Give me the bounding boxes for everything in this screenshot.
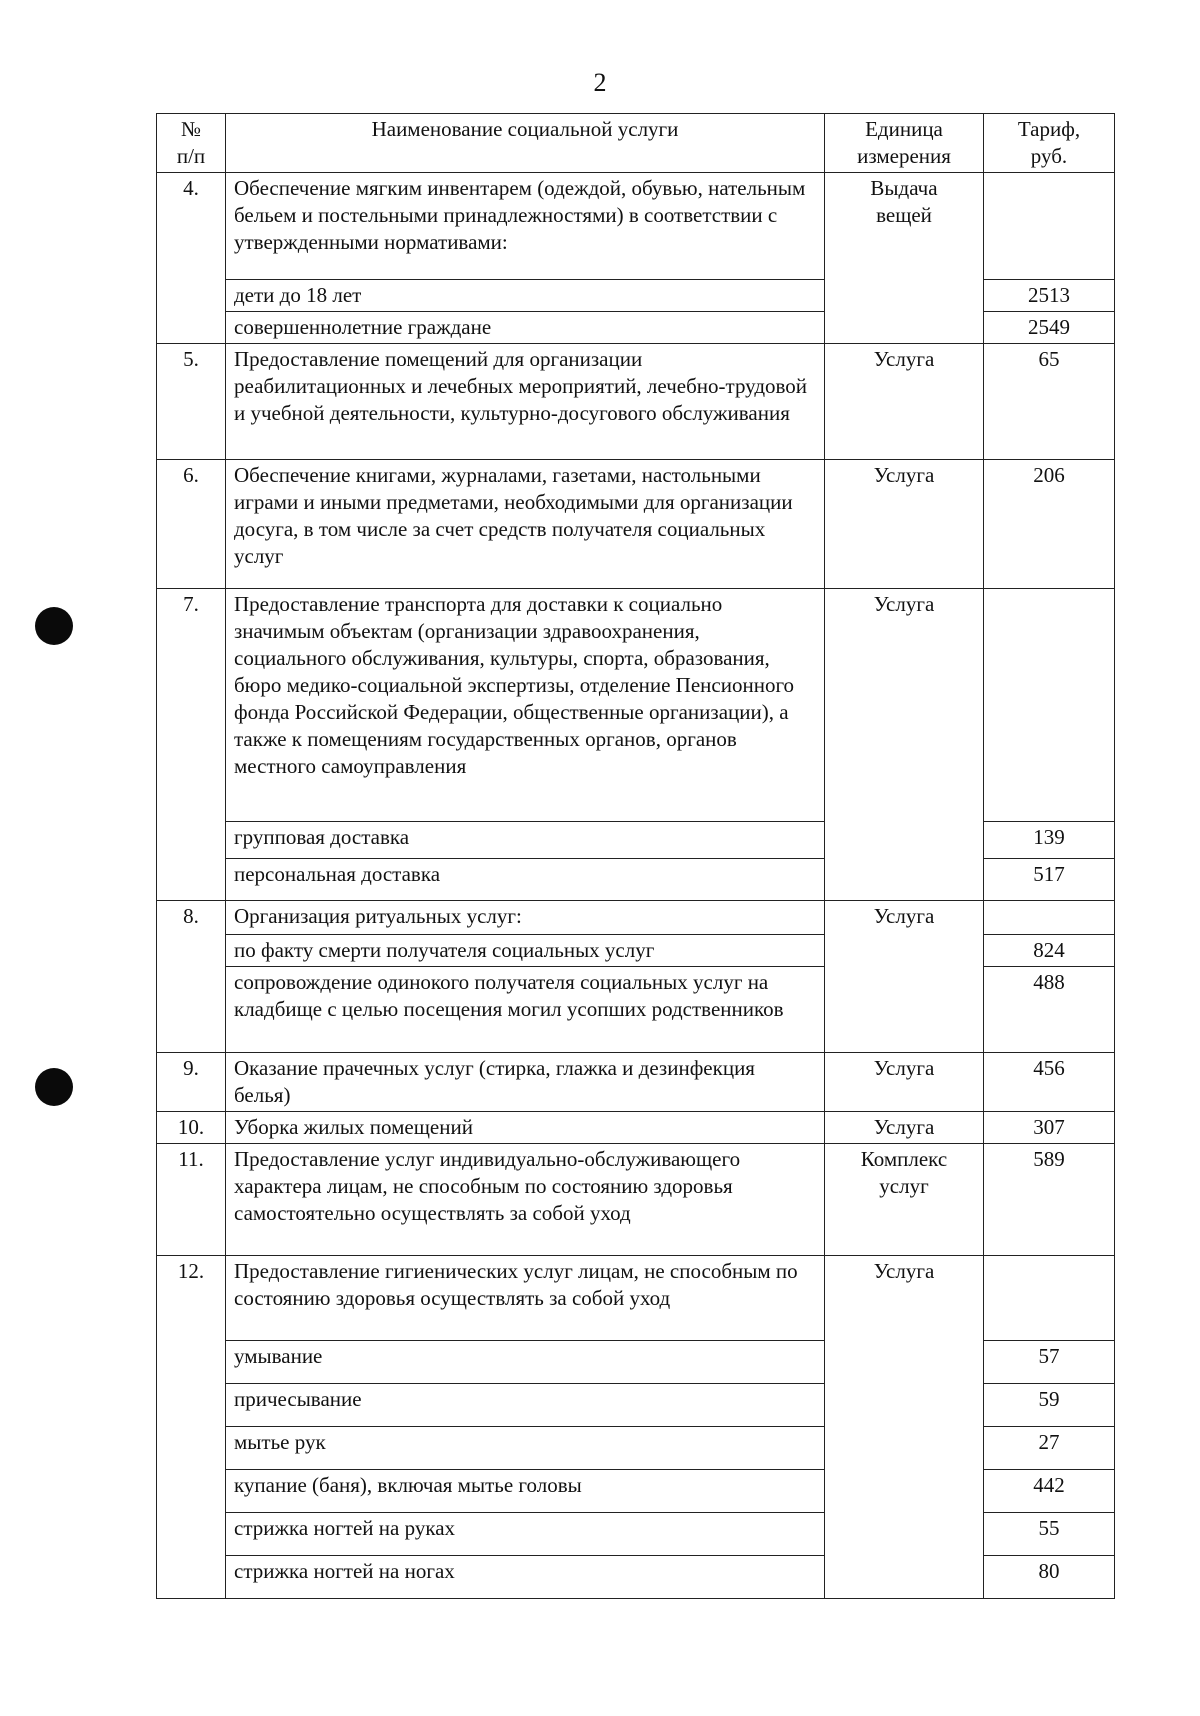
- tariff-cell: 488: [984, 967, 1115, 1053]
- table-row: [157, 589, 1115, 822]
- tariff-cell: 2549: [984, 312, 1115, 344]
- tariff-cell: [984, 1256, 1115, 1341]
- service-name: купание (баня), включая мытье головы: [226, 1470, 825, 1513]
- unit-cell: Выдача вещей: [825, 173, 984, 344]
- header-number: [157, 114, 226, 173]
- table-row: [157, 1256, 1115, 1341]
- tariff-cell: 206: [984, 460, 1115, 589]
- table-row: [157, 460, 1115, 589]
- service-name: Предоставление транспорта для доставки к социально значимым объектам (организации здравоохранения, социального обслуживания, культуры, спорта, образования, бюро медико-социальной экспертизы, отделение Пенсионного фонда Российской Федерации, общественные организации), а также к помещениям государственных органов, органов местного самоуправления: [226, 589, 825, 822]
- header-unit-text: Единица измерения: [857, 117, 951, 168]
- header-number-text: № п/п: [176, 117, 206, 168]
- tariff-cell: [984, 589, 1115, 822]
- header-unit: [825, 114, 984, 173]
- row-number: 11.: [157, 1144, 226, 1256]
- row-number: 9.: [157, 1053, 226, 1112]
- service-name: сопровождение одинокого получателя социальных услуг на кладбище с целью посещения могил усопших родственников: [226, 967, 825, 1053]
- unit-cell: Услуга: [825, 460, 984, 589]
- service-name: Уборка жилых помещений: [226, 1112, 825, 1144]
- unit-cell: Услуга: [825, 901, 984, 1053]
- row-number: 12.: [157, 1256, 226, 1599]
- unit-cell: Услуга: [825, 1256, 984, 1599]
- tariff-table: [156, 113, 1115, 1599]
- row-number: 7.: [157, 589, 226, 901]
- table-row: [157, 1112, 1115, 1144]
- service-name: причесывание: [226, 1384, 825, 1427]
- tariff-cell: 27: [984, 1427, 1115, 1470]
- tariff-cell: 139: [984, 822, 1115, 859]
- service-name: Оказание прачечных услуг (стирка, глажка и дезинфекция белья): [226, 1053, 825, 1112]
- unit-cell: Услуга: [825, 1053, 984, 1112]
- service-name: групповая доставка: [226, 822, 825, 859]
- header-name: [226, 114, 825, 173]
- table-row: [157, 1053, 1115, 1112]
- tariff-cell: 57: [984, 1341, 1115, 1384]
- row-number: 4.: [157, 173, 226, 344]
- service-name: Предоставление гигиенических услуг лицам, не способным по состоянию здоровья осуществлять за собой уход: [226, 1256, 825, 1341]
- service-name: Предоставление помещений для организации реабилитационных и лечебных мероприятий, лечебно-трудовой и учебной деятельности, культурно-досугового обслуживания: [226, 344, 825, 460]
- service-name: Организация ритуальных услуг:: [226, 901, 825, 935]
- unit-cell: Услуга: [825, 1112, 984, 1144]
- row-number: 6.: [157, 460, 226, 589]
- unit-cell: Услуга: [825, 589, 984, 901]
- tariff-cell: 59: [984, 1384, 1115, 1427]
- service-name: стрижка ногтей на ногах: [226, 1556, 825, 1599]
- row-number: 8.: [157, 901, 226, 1053]
- unit-cell: Услуга: [825, 344, 984, 460]
- tariff-cell: 456: [984, 1053, 1115, 1112]
- service-name: дети до 18 лет: [226, 280, 825, 312]
- service-name: стрижка ногтей на руках: [226, 1513, 825, 1556]
- tariff-cell: 442: [984, 1470, 1115, 1513]
- header-name-text: Наименование социальной услуги: [371, 117, 679, 141]
- tariff-cell: 2513: [984, 280, 1115, 312]
- service-name: мытье рук: [226, 1427, 825, 1470]
- tariff-cell: [984, 173, 1115, 280]
- service-name: умывание: [226, 1341, 825, 1384]
- table-row: [157, 173, 1115, 280]
- tariff-cell: 65: [984, 344, 1115, 460]
- table-row: [157, 901, 1115, 935]
- service-name: Обеспечение книгами, журналами, газетами, настольными играми и иными предметами, необходимыми для организации досуга, в том числе за счет средств получателя социальных услуг: [226, 460, 825, 589]
- service-name: Обеспечение мягким инвентарем (одеждой, обувью, нательным бельем и постельными принадлежностями) в соответствии с утвержденными нормативами:: [226, 173, 825, 280]
- tariff-cell: 80: [984, 1556, 1115, 1599]
- table-row: [157, 344, 1115, 460]
- header-tariff-text: Тариф, руб.: [1017, 117, 1081, 168]
- punch-hole-mark: [35, 1068, 73, 1106]
- service-name: по факту смерти получателя социальных услуг: [226, 935, 825, 967]
- row-number: 10.: [157, 1112, 226, 1144]
- tariff-cell: 307: [984, 1112, 1115, 1144]
- punch-hole-mark: [35, 607, 73, 645]
- tariff-cell: 517: [984, 859, 1115, 901]
- service-name: Предоставление услуг индивидуально-обслуживающего характера лицам, не способным по состоянию здоровья самостоятельно осуществлять за собой уход: [226, 1144, 825, 1256]
- service-name: персональная доставка: [226, 859, 825, 901]
- header-row: [157, 114, 1115, 173]
- row-number: 5.: [157, 344, 226, 460]
- unit-cell: Комплекс услуг: [825, 1144, 984, 1256]
- table-row: [157, 1144, 1115, 1256]
- tariff-cell: 824: [984, 935, 1115, 967]
- header-tariff: [984, 114, 1115, 173]
- tariff-cell: 55: [984, 1513, 1115, 1556]
- page-number: 2: [593, 68, 607, 97]
- tariff-cell: 589: [984, 1144, 1115, 1256]
- service-name: совершеннолетние граждане: [226, 312, 825, 344]
- tariff-cell: [984, 901, 1115, 935]
